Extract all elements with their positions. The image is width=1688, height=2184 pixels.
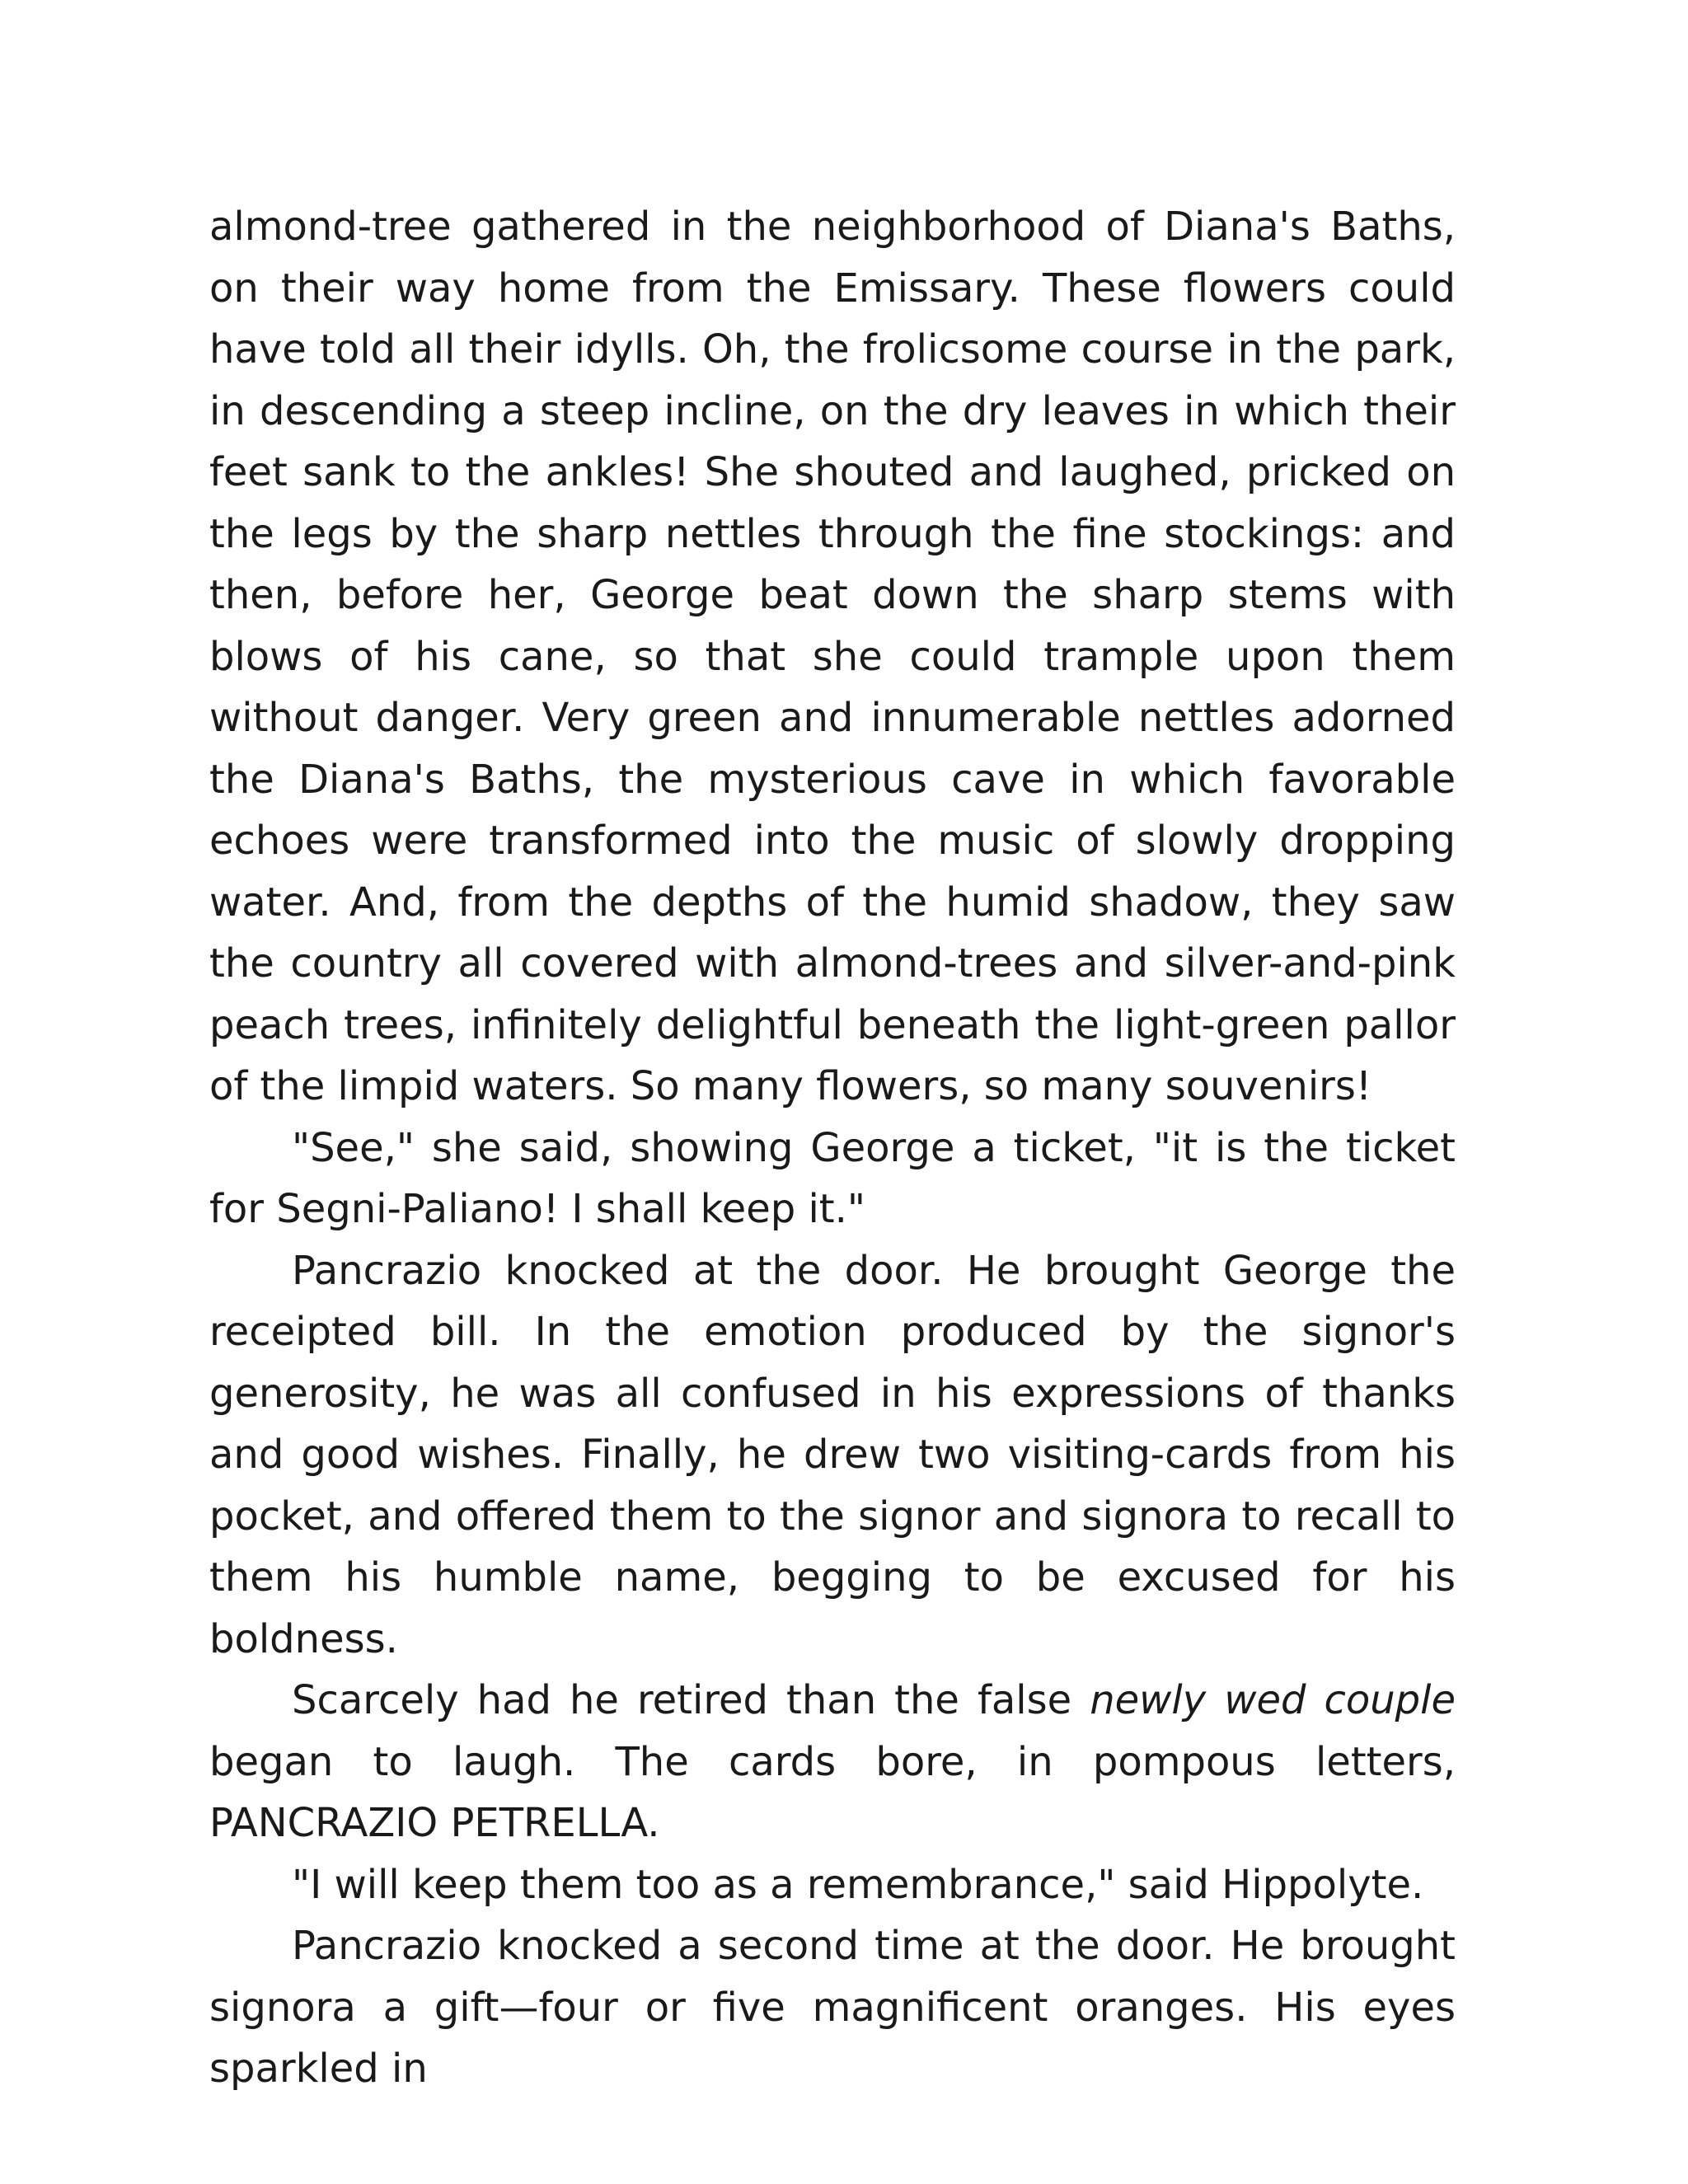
paragraph-5: "I will keep them too as a remembrance," said Hippolyte. <box>292 1861 1424 1908</box>
paragraph-6: Pancrazio knocked a second time at the door. He brought signora a gift—four or five magnificent oranges. His eyes sparkled in <box>209 1923 1456 2092</box>
paragraph-4 <box>209 1670 1456 1854</box>
paragraph-1: almond-tree gathered in the neighborhood of Diana's Baths, on their way home from the Emissary. These flowers could have told all their idylls. Oh, the frolicsome course in the park, in descending a steep incline, on the dry leaves in which their feet sank to the ankles! She shouted and laughed, pricked on the legs by the sharp nettles through the fine stockings: and then, before her, George beat down the sharp stems with blows of his cane, so that she could trample upon them without danger. Very green and innumerable nettles adorned the Diana's Baths, the mysterious cave in which favorable echoes were transformed into the music of slowly dropping water. And, from the depths of the humid shadow, they saw the country all covered with almond-trees and silver-and-pink peach trees, infinitely delightful beneath the light-green pallor of the limpid waters. So many flowers, so many souvenirs! <box>209 204 1456 1109</box>
paragraph-4-text-before: Scarcely had he retired than the false <box>292 1677 1090 1723</box>
paragraph-4-italic-phrase: newly wed couple <box>1090 1677 1456 1723</box>
paragraph-4-text-after: began to laugh. The cards bore, in pompous letters, PANCRAZIO PETRELLA. <box>209 1738 1456 1846</box>
paragraph-2: "See," she said, showing George a ticket, "it is the ticket for Segni-Paliano! I shall keep it." <box>209 1124 1456 1232</box>
paragraph-3: Pancrazio knocked at the door. He brought George the receipted bill. In the emotion produced by the signor's generosity, he was all confused in his expressions of thanks and good wishes. Finally, he drew two visiting-cards from his pocket, and offered them to the signor and signora to recall to them his humble name, begging to be excused for his boldness. <box>209 1247 1456 1662</box>
page-body <box>209 196 1456 2100</box>
